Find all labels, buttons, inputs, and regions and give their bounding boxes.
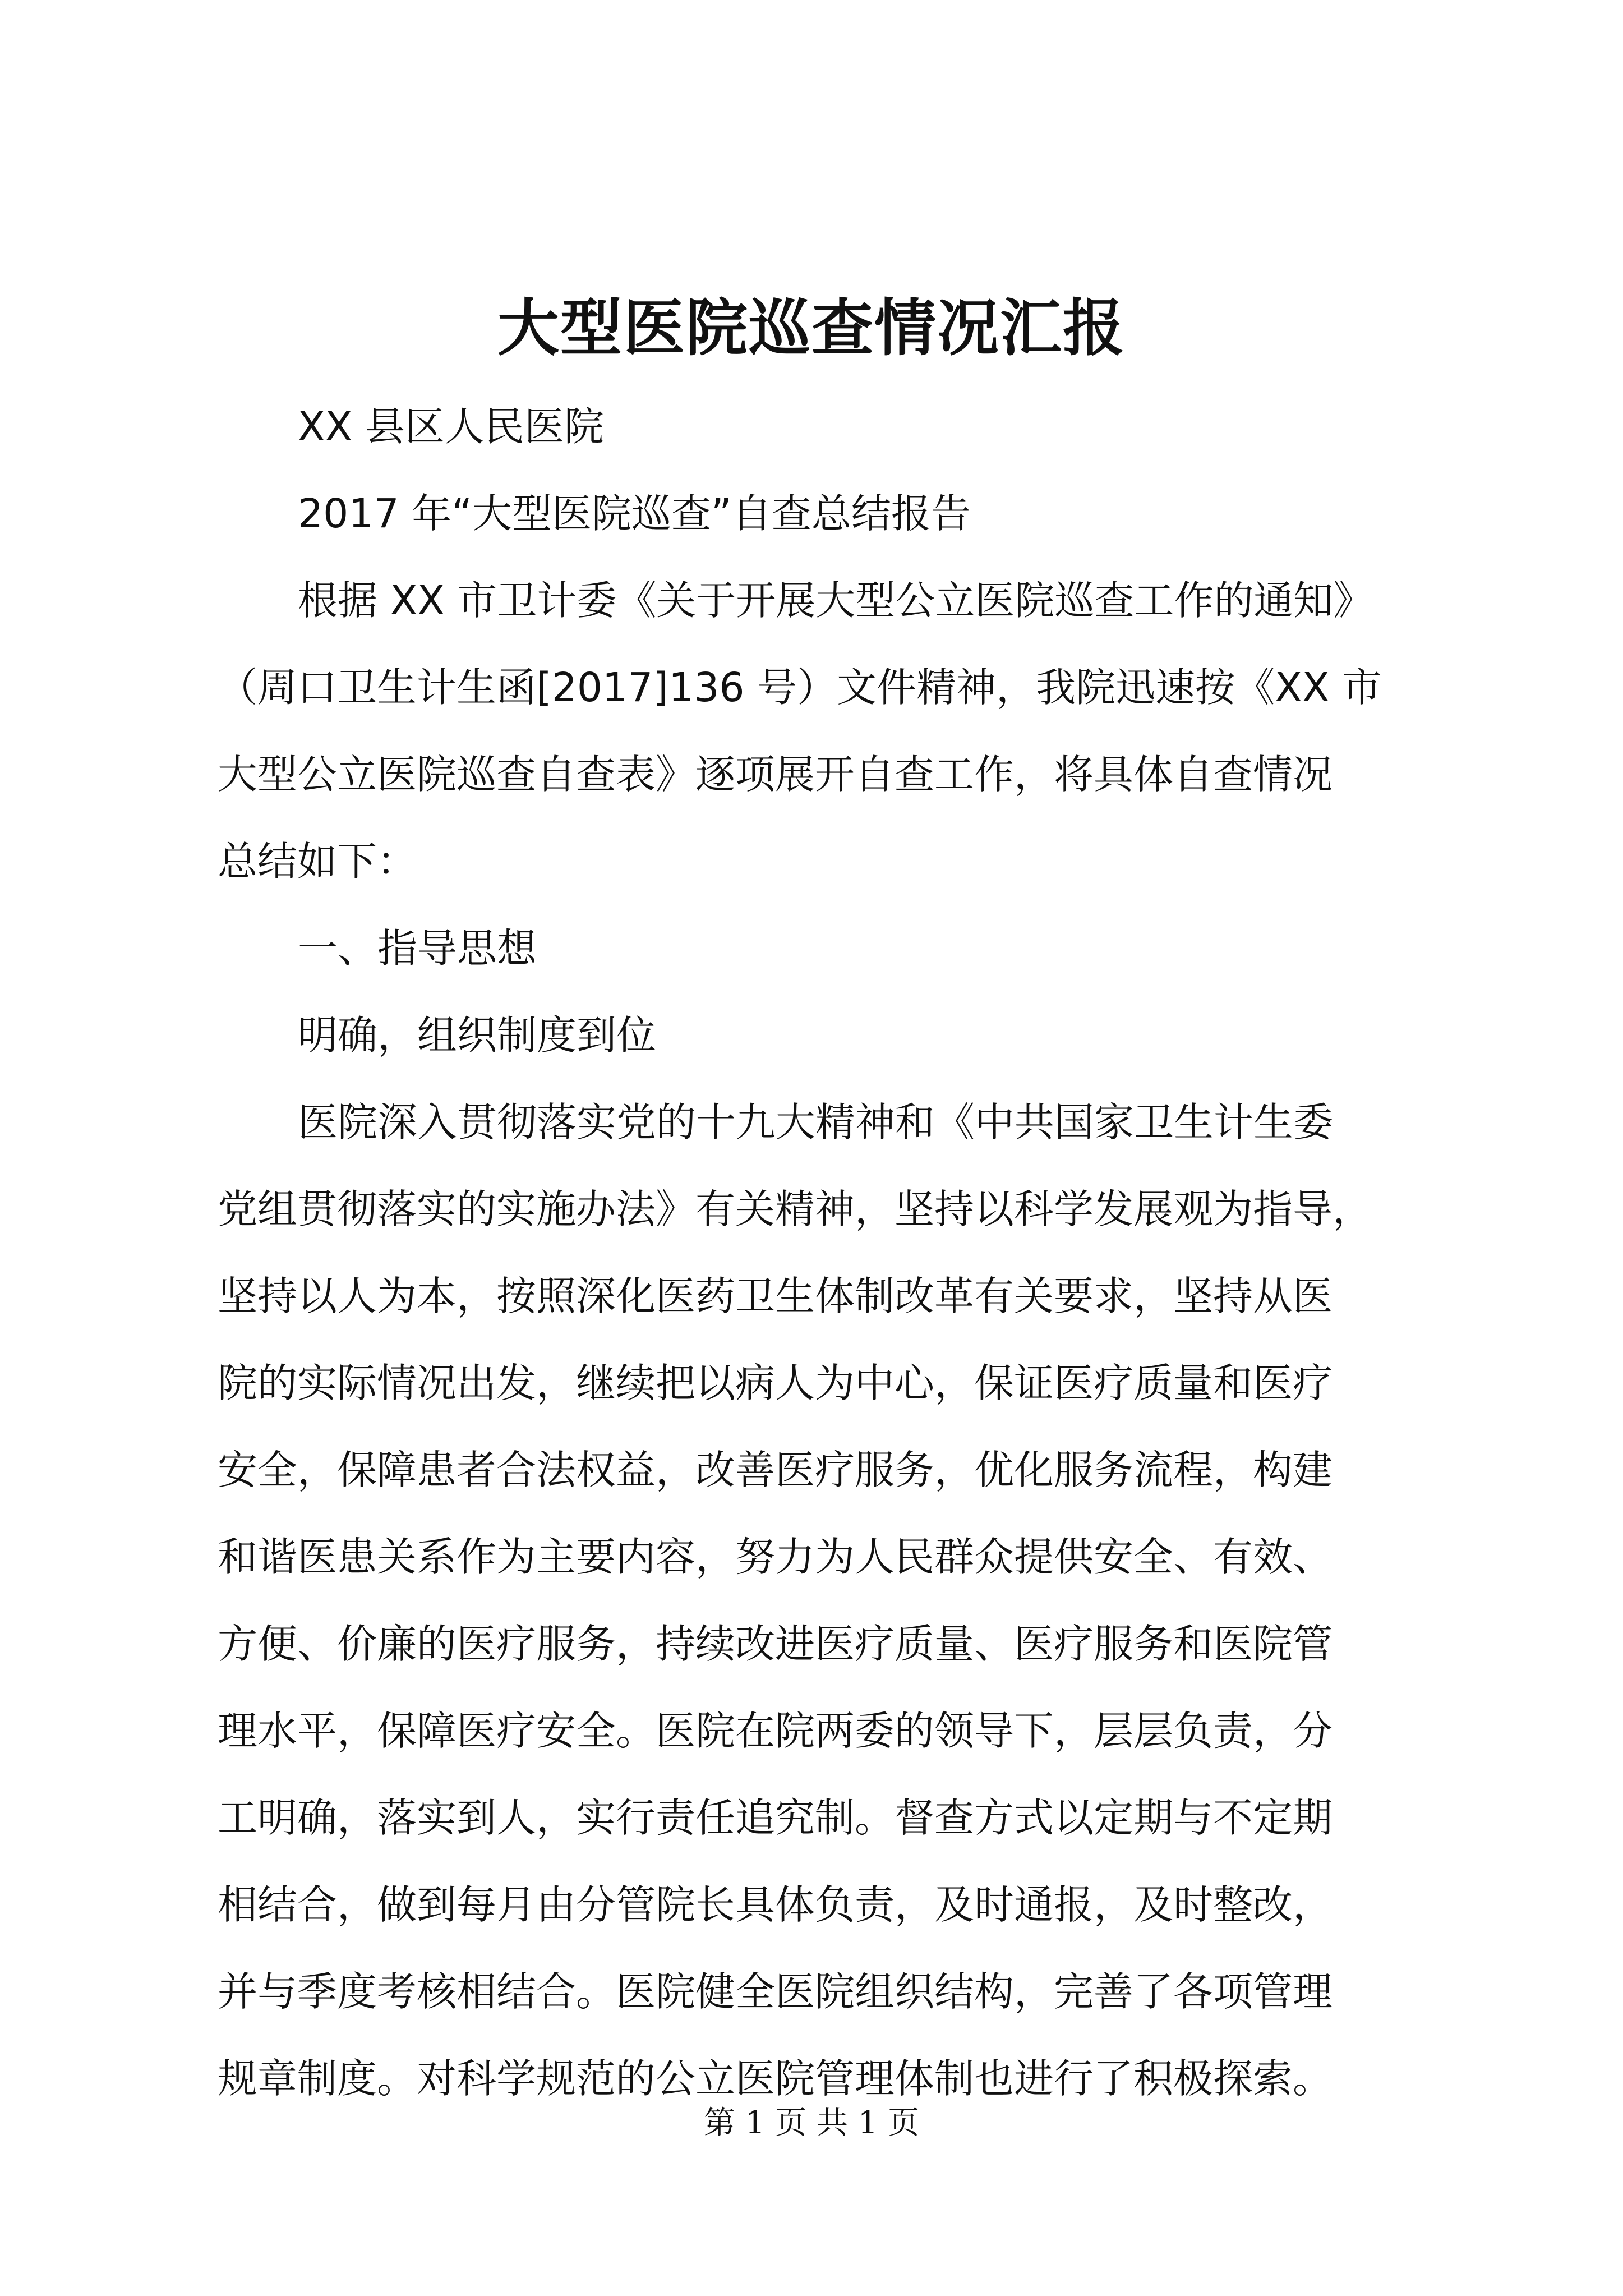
text-line: 和谐医患关系作为主要内容，努力为人民群众提供安全、有效、 — [218, 1534, 1333, 1580]
sub-heading: 明确，组织制度到位 — [298, 1012, 657, 1059]
document-body — [218, 383, 1474, 2122]
text-line: 大型公立医院巡查自查表》逐项展开自查工作，将具体自查情况 — [218, 751, 1333, 798]
text-line: 工明确，落实到人，实行责任追究制。督查方式以定期与不定期 — [218, 1795, 1333, 1841]
text-line: 规章制度。对科学规范的公立医院管理体制也进行了积极探索。 — [218, 2055, 1333, 2102]
section-heading: 一、指导思想 — [298, 925, 537, 972]
text-line: 总结如下： — [218, 838, 417, 885]
text-line: 院的实际情况出发，继续把以病人为中心，保证医疗质量和医疗 — [218, 1360, 1333, 1406]
text-line-report-title: 2017 年“大型医院巡查”自查总结报告 — [298, 490, 971, 537]
text-line: （周口卫生计生函[2017]136 号）文件精神，我院迅速按《XX 市 — [218, 664, 1382, 711]
text-line-institution: XX 县区人民医院 — [298, 403, 604, 450]
text-line: 医院深入贯彻落实党的十九大精神和《中共国家卫生计生委 — [298, 1099, 1334, 1145]
text-line: 党组贯彻落实的实施办法》有关精神，坚持以科学发展观为指导， — [218, 1186, 1373, 1232]
text-line: 根据 XX 市卫计委《关于开展大型公立医院巡查工作的通知》 — [298, 577, 1373, 624]
text-line: 方便、价廉的医疗服务，持续改进医疗质量、医疗服务和医院管 — [218, 1621, 1333, 1667]
text-line: 理水平，保障医疗安全。医院在院两委的领导下，层层负责，分 — [218, 1708, 1333, 1754]
text-line: 并与季度考核相结合。医院健全医院组织结构，完善了各项管理 — [218, 1968, 1333, 2015]
page-footer: 第 1 页 共 1 页 — [703, 2105, 920, 2141]
text-line: 安全，保障患者合法权益，改善医疗服务，优化服务流程，构建 — [218, 1447, 1333, 1493]
text-line: 坚持以人为本，按照深化医药卫生体制改革有关要求，坚持从医 — [218, 1273, 1333, 1319]
document-title: 大型医院巡查情况汇报 — [497, 292, 1126, 364]
text-line: 相结合，做到每月由分管院长具体负责，及时通报，及时整改， — [218, 1881, 1333, 1928]
